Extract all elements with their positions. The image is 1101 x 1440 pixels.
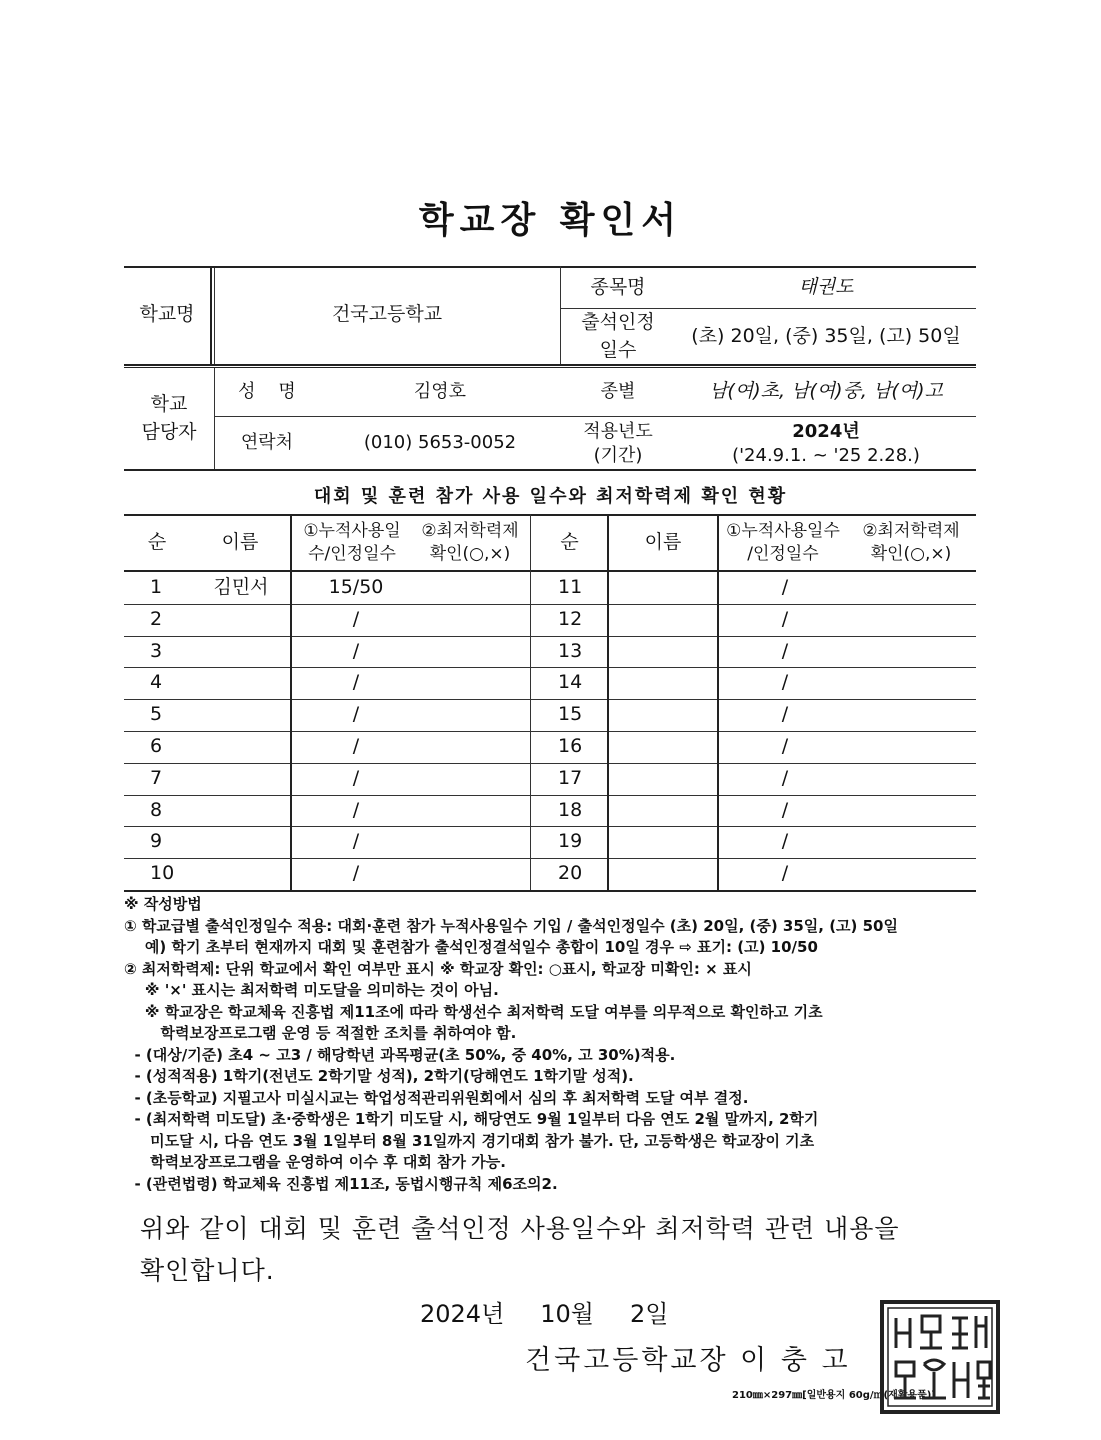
- row-number-right: 15: [558, 703, 583, 726]
- instruction-line: ② 최저학력제: 단위 학교에서 확인 여부만 표시 ※ 학교장 확인: ○표시, 학교장 미확인: × 표시: [124, 959, 752, 978]
- school-name-label: 학교명: [139, 303, 195, 326]
- student-name: [196, 858, 286, 890]
- usage-days-right: /: [781, 830, 789, 853]
- student-name: [196, 636, 286, 668]
- usage-days-right: /: [781, 735, 789, 758]
- student-name: [196, 699, 286, 731]
- contact-label: 연락처: [240, 432, 294, 454]
- usage-days-right: /: [781, 671, 789, 694]
- col-no-header-right: 순: [560, 531, 579, 554]
- col-usage-header: ①누적사용일 수/인정일수: [303, 521, 401, 564]
- student-name: [196, 795, 286, 827]
- usage-days: /: [352, 799, 360, 822]
- year-label: 적용년도 (기간): [583, 421, 653, 466]
- usage-days: /: [352, 830, 360, 853]
- gender-value: 남(여)초, 남(여)중, 남(여)고: [709, 380, 943, 403]
- usage-days: /: [352, 767, 360, 790]
- usage-days-right: /: [781, 703, 789, 726]
- instruction-line: 학력보장프로그램 운영 등 적절한 조치를 취하여야 함.: [124, 1024, 517, 1042]
- instruction-line: ① 학교급별 출석인정일수 적용: 대회·훈련 참가 누적사용일수 기입 / 출석인정일수 (초) 20일, (중) 35일, (고) 50일: [124, 916, 898, 935]
- col-name-header-right: 이름: [644, 531, 682, 554]
- instruction-line: 미도달 시, 다음 연도 3월 1일부터 8월 31일까지 경기대회 참가 불가. 단, 고등학생은 학교장이 기초: [124, 1131, 815, 1150]
- name-label: 성 명: [238, 380, 296, 402]
- row-number: 10: [150, 862, 175, 885]
- row-number: 4: [150, 671, 163, 694]
- usage-days: /: [352, 735, 360, 758]
- row-number: 8: [150, 799, 163, 822]
- instruction-line: ※ 학교장은 학교체육 진흥법 제11조에 따라 학생선수 최저학력 도달 여부를 의무적으로 확인하고 기초: [124, 1002, 823, 1021]
- usage-days-right: /: [781, 767, 789, 790]
- col-name-header: 이름: [221, 531, 259, 554]
- instructions: [124, 894, 1004, 1195]
- manager-label: 학교 담당자: [141, 392, 197, 443]
- school-seal-icon: [878, 1298, 1002, 1416]
- row-number-right: 11: [558, 576, 583, 599]
- usage-days: 15/50: [328, 576, 384, 599]
- usage-days: /: [352, 640, 360, 663]
- row-number-right: 13: [558, 640, 583, 663]
- usage-days: /: [352, 862, 360, 885]
- usage-days-right: /: [781, 576, 789, 599]
- row-number: 9: [150, 830, 163, 853]
- usage-days-right: /: [781, 799, 789, 822]
- usage-days: /: [352, 671, 360, 694]
- student-name: [196, 731, 286, 763]
- instruction-line: 학력보장프로그램을 운영하여 이수 후 대회 참가 가능.: [124, 1153, 506, 1171]
- paper-size-note: 210㎜×297㎜[일반용지 60g/㎡(재활용품)]: [732, 1390, 936, 1401]
- usage-days-right: /: [781, 862, 789, 885]
- instruction-line: - (초등학교) 지필고사 미실시교는 학업성적관리위원회에서 심의 후 최저학력 도달 여부 결정.: [124, 1088, 749, 1107]
- name-value: 김영호: [413, 380, 467, 402]
- student-name: 김민서: [213, 576, 269, 599]
- instruction-line: - (최저학력 미도달) 초·중학생은 1학기 미도달 시, 해당연도 9월 1일부터 다음 연도 2월 말까지, 2학기: [124, 1110, 819, 1128]
- student-name: [196, 826, 286, 858]
- usage-days-right: /: [781, 608, 789, 631]
- issue-date: 2024년 10월 2일: [420, 1300, 669, 1328]
- row-number: 6: [150, 735, 163, 758]
- instruction-line: - (대상/기준) 초4 ~ 고3 / 해당학년 과목평균(초 50%, 중 40%, 고 30%)적용.: [124, 1045, 676, 1064]
- row-number-right: 14: [558, 671, 583, 694]
- col-min-header-right: ②최저학력제 확인(○,×): [862, 521, 960, 564]
- row-number-right: 12: [558, 608, 583, 631]
- row-number-right: 16: [558, 735, 583, 758]
- instruction-line: ※ '×' 표시는 최저학력 미도달을 의미하는 것이 아님.: [124, 981, 499, 999]
- usage-days: /: [352, 608, 360, 631]
- student-name: [196, 763, 286, 795]
- attendance-label: 출석인정 일수: [581, 311, 655, 361]
- instruction-line: 예) 학기 초부터 현재까지 대회 및 훈련참가 출석인정결석일수 총합이 10일 경우 ⇨ 표기: (고) 10/50: [124, 938, 818, 956]
- row-number-right: 17: [558, 767, 583, 790]
- col-no-header: 순: [147, 531, 167, 554]
- col-min-header: ②최저학력제 확인(○,×): [421, 521, 519, 564]
- student-name: [196, 667, 286, 699]
- row-number-right: 19: [558, 830, 583, 853]
- usage-days: /: [352, 703, 360, 726]
- usage-days-right: /: [781, 640, 789, 663]
- instruction-line: - (성적적용) 1학기(전년도 2학기말 성적), 2학기(당해연도 1학기말 성적).: [124, 1067, 634, 1085]
- attendance-value: (초) 20일, (중) 35일, (고) 50일: [691, 325, 961, 348]
- event-value: 태권도: [798, 276, 854, 299]
- instruction-line: ※ 작성방법: [124, 895, 202, 913]
- student-name: [196, 604, 286, 636]
- confirmation-statement: 위와 같이 대회 및 훈련 출석인정 사용일수와 최저학력 관련 내용을 확인합니다.: [140, 1214, 900, 1285]
- row-number: 2: [150, 608, 163, 631]
- row-number: 3: [150, 640, 163, 663]
- row-number-right: 18: [558, 799, 583, 822]
- school-name-value: 건국고등학교: [331, 303, 443, 326]
- event-label: 종목명: [590, 276, 646, 299]
- year-value: 2024년 ('24.9.1. ~ '25 2.28.): [732, 421, 920, 466]
- status-subtitle: 대회 및 훈련 참가 사용 일수와 최저학력제 확인 현황: [313, 486, 788, 507]
- document-title: 학교장 확인서: [418, 200, 683, 241]
- gender-label: 종별: [600, 380, 636, 402]
- row-number: 1: [150, 576, 163, 599]
- row-number: 7: [150, 767, 163, 790]
- contact-value: (010) 5653-0052: [363, 432, 517, 454]
- col-usage-header-right: ①누적사용일수 /인정일수: [726, 521, 840, 564]
- principal-signature-line: 건국고등학교장 이 충 고: [525, 1345, 851, 1376]
- row-number-right: 20: [558, 862, 583, 885]
- instruction-line: - (관련법령) 학교체육 진흥법 제11조, 동법시행규칙 제6조의2.: [124, 1174, 558, 1193]
- row-number: 5: [150, 703, 163, 726]
